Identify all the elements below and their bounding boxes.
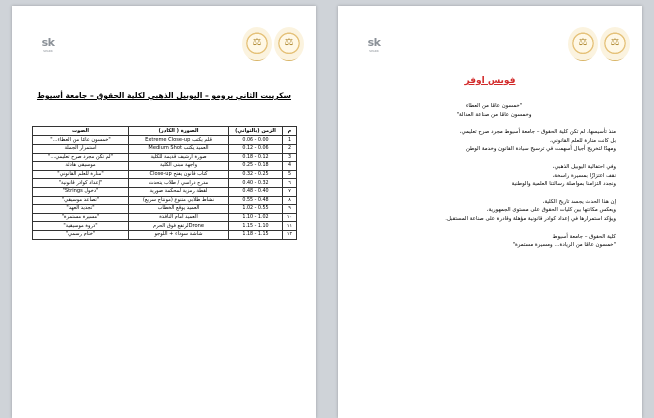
cell-shot: كتاب قانون يفتح Close-up xyxy=(129,170,229,179)
cell-shot: صورة أرشيف قديمة للكلية xyxy=(129,153,229,162)
script-title: سكريبت الثاني برومو – اليوبيل الذهبي لكلية الحقوق – جامعة أسيوط xyxy=(36,91,291,100)
voiceover-page xyxy=(338,6,642,418)
cell-index: ٨ xyxy=(283,196,297,205)
table-header-row xyxy=(33,127,297,136)
table-row xyxy=(33,144,297,153)
voiceover-line: إن هذا الحدث يجسد تاريخ الكلية، xyxy=(542,198,616,205)
cell-audio: "تصاعد موسيقي" xyxy=(33,196,129,205)
cell-time: 0.55 - 1.02 xyxy=(229,205,283,214)
table-row xyxy=(33,196,297,205)
cell-index: ٦ xyxy=(283,179,297,188)
cell-index: 5 xyxy=(283,170,297,179)
cell-time: 0.06 - 0.12 xyxy=(229,144,283,153)
cell-audio: "ختام رسمي" xyxy=(33,230,129,239)
cell-index: 4 xyxy=(283,162,297,171)
university-seals xyxy=(242,27,304,61)
cell-index: ١٠ xyxy=(283,213,297,222)
table-row xyxy=(33,230,297,239)
spark-logo: sk SPARK xyxy=(41,36,55,53)
voiceover-body xyxy=(372,102,616,250)
cell-time: 0.25 - 0.32 xyxy=(229,170,283,179)
voiceover-line: ويعكس مكانتها بين كليات الحقوق على مستوى الجمهورية، xyxy=(486,207,616,214)
cell-index: ١٢ xyxy=(283,230,297,239)
table-row xyxy=(33,205,297,214)
cell-index: 3 xyxy=(283,153,297,162)
cell-audio: موسيقى هادئة xyxy=(33,162,129,171)
header-time: الزمن (بالثواني) xyxy=(229,127,283,136)
cell-time: 1.10 - 1.15 xyxy=(229,222,283,231)
cell-shot: نشاط طلابي متنوع (مونتاج سريع) xyxy=(129,196,229,205)
cell-time: 1.15 - 1.18 xyxy=(229,230,283,239)
cell-audio: "لم تكن مجرد صرح تعليمي..." xyxy=(33,153,129,162)
cell-shot: العميد يكتب Medium Shot xyxy=(129,144,229,153)
voiceover-line: ونجدد التزامنا بمواصلة رسالتنا العلمية والوطنية xyxy=(511,181,616,188)
cell-index: ٩ xyxy=(283,205,297,214)
university-seals xyxy=(568,27,630,61)
cell-index: ٧ xyxy=(283,187,297,196)
law-faculty-seal xyxy=(568,27,598,61)
cell-shot: قلم يكتب Extreme Close-up xyxy=(129,136,229,145)
voiceover-line: كلية الحقوق – جامعة أسيوط xyxy=(552,233,616,240)
voiceover-line: منذ تأسيسها، لم تكن كلية الحقوق – جامعة أسيوط مجرد صرح تعليمي، xyxy=(459,129,616,136)
cell-audio: "ذروة موسيقية" xyxy=(33,222,129,231)
cell-shot: مدرج دراسي / طلاب يتحدث xyxy=(129,179,229,188)
voiceover-line: وخمسون عامًا من صناعة العدالة" xyxy=(456,111,532,118)
voiceover-line: نقف اعتزازًا بمسيرة راسخة، xyxy=(552,172,616,179)
voiceover-line: بل كانت منارة للعلم القانوني، xyxy=(550,137,616,144)
cell-shot: شاشة سوداء + اللوجو xyxy=(129,230,229,239)
table-row xyxy=(33,222,297,231)
cell-shot: العميد يوقع الخطاب xyxy=(129,205,229,214)
voiceover-line: وفي احتفالية اليوبيل الذهبي، xyxy=(552,163,616,170)
law-faculty-seal xyxy=(242,27,272,61)
header-shot: الصورة ( الكادر) xyxy=(129,127,229,136)
cell-time: 0.00 - 0.06 xyxy=(229,136,283,145)
cell-audio: استمرار الجملة xyxy=(33,144,129,153)
table-row xyxy=(33,136,297,145)
cell-audio: "تجديد العهد" xyxy=(33,205,129,214)
voiceover-line: "خمسون عامًا من العطاء xyxy=(465,103,523,109)
table-row xyxy=(33,213,297,222)
cell-audio: "منارة للعلم القانوني" xyxy=(33,170,129,179)
cell-time: 0.18 - 0.25 xyxy=(229,162,283,171)
script-table xyxy=(32,126,297,240)
table-row xyxy=(33,187,297,196)
cell-index: 2 xyxy=(283,144,297,153)
voiceover-title: فويس اوفر xyxy=(464,76,516,86)
cell-time: 0.40 - 0.48 xyxy=(229,187,283,196)
cell-audio: "مسيرة مستمرة" xyxy=(33,213,129,222)
cell-index: 1 xyxy=(283,136,297,145)
cell-time: 1.02 - 1.10 xyxy=(229,213,283,222)
voiceover-line: ويؤكد استمرارها في إعداد كوادر قانونية مؤهلة وقادرة على صناعة المستقبل. xyxy=(445,215,616,222)
university-seal xyxy=(600,27,630,61)
voiceover-line: ومهدًا لتخريج أجيال أسهمت في ترسيخ سيادة القانون وخدمة الوطن xyxy=(465,146,616,153)
cell-shot: Droneلرتفع فوق الحرم xyxy=(129,222,229,231)
cell-index: ١١ xyxy=(283,222,297,231)
voiceover-line: "خمسون عامًا من الريادة... ومسيرة مستمرة" xyxy=(512,242,616,249)
table-row xyxy=(33,153,297,162)
table-row xyxy=(33,179,297,188)
table-row xyxy=(33,170,297,179)
cell-audio: "خمسون عامًا من العطاء..." xyxy=(33,136,129,145)
spark-logo: sk SPARK xyxy=(367,36,381,53)
cell-shot: لقطة رمزية لمحكمة صورية xyxy=(129,187,229,196)
cell-time: 0.48 - 0.55 xyxy=(229,196,283,205)
table-row xyxy=(33,162,297,171)
script-page xyxy=(12,6,316,418)
cell-shot: العميد امام النافذة xyxy=(129,213,229,222)
cell-time: 0.12 - 0.18 xyxy=(229,153,283,162)
university-seal xyxy=(274,27,304,61)
header-audio: الصوت xyxy=(33,127,129,136)
cell-shot: واجهة مبنى الكلية xyxy=(129,162,229,171)
cell-audio: "إعداد كوادر قانونية" xyxy=(33,179,129,188)
header-index: م xyxy=(283,127,297,136)
cell-time: 0.32 - 0.40 xyxy=(229,179,283,188)
cell-audio: "دخول Strings" xyxy=(33,187,129,196)
